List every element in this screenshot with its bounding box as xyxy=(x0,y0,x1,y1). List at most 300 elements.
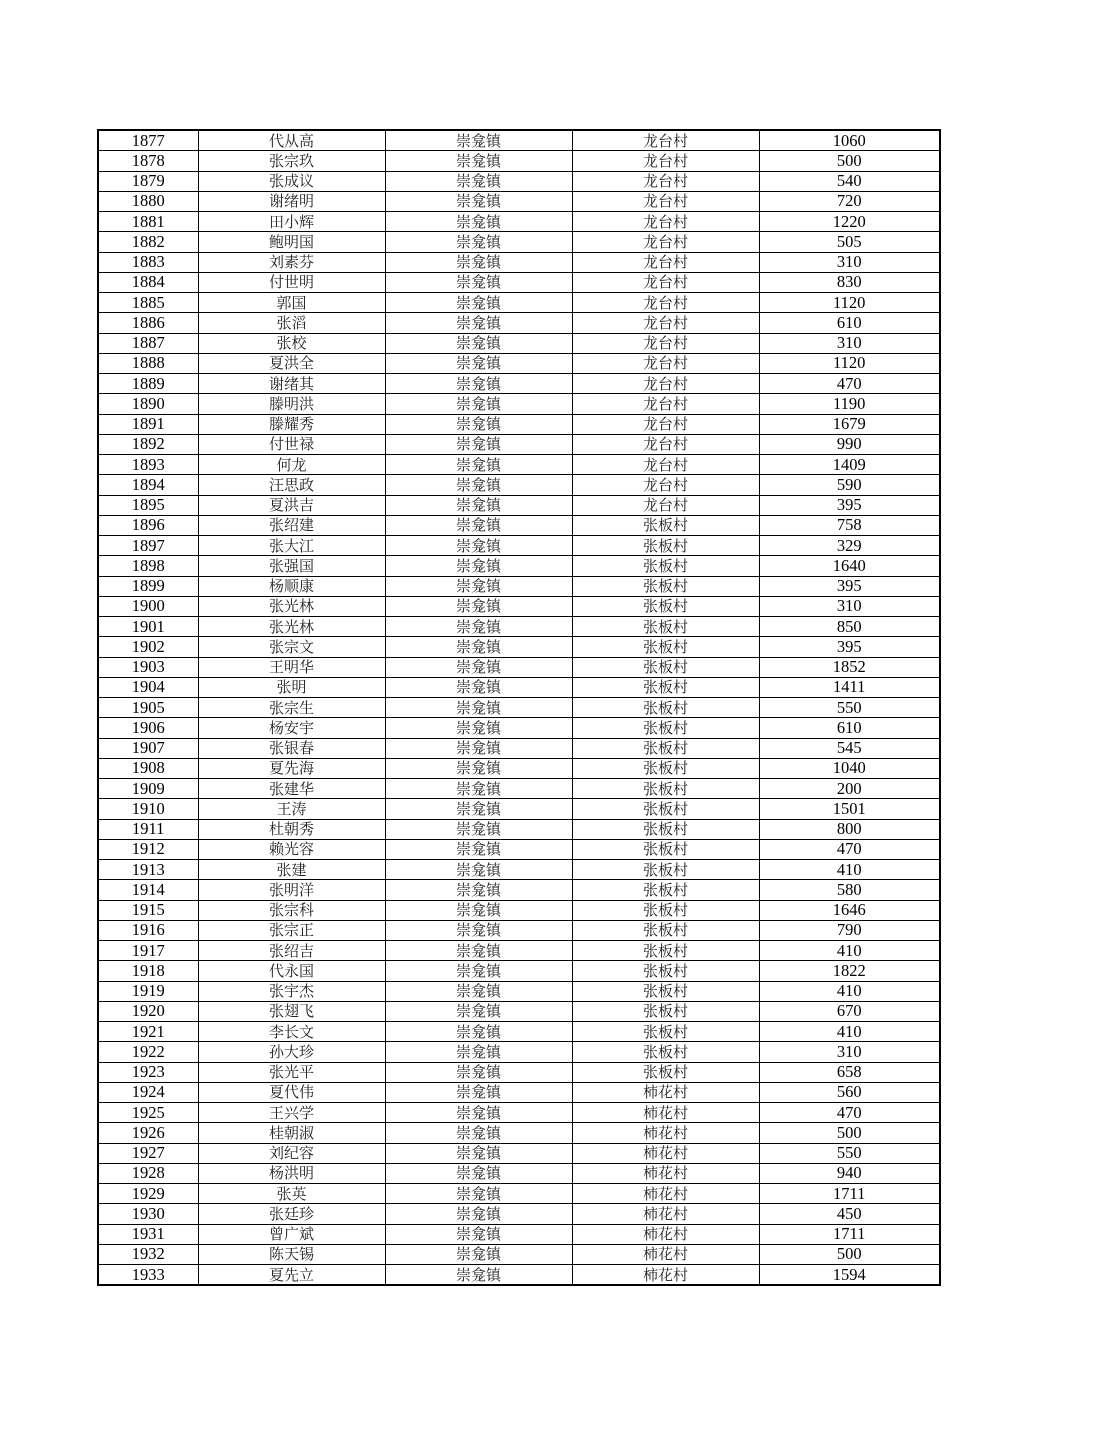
town-cell: 崇龛镇 xyxy=(385,475,572,495)
table-row xyxy=(98,880,940,900)
name-cell: 张宗科 xyxy=(198,900,385,920)
name-cell: 夏先海 xyxy=(198,758,385,778)
table-row xyxy=(98,617,940,637)
town-cell: 崇龛镇 xyxy=(385,1224,572,1244)
row-number-cell: 1891 xyxy=(98,414,198,434)
town-cell: 崇龛镇 xyxy=(385,414,572,434)
row-number-cell: 1931 xyxy=(98,1224,198,1244)
row-number-cell: 1920 xyxy=(98,1001,198,1021)
name-cell: 王明华 xyxy=(198,657,385,677)
town-cell: 崇龛镇 xyxy=(385,617,572,637)
row-number-cell: 1907 xyxy=(98,738,198,758)
table-row xyxy=(98,191,940,211)
village-cell: 龙台村 xyxy=(572,130,759,151)
town-cell: 崇龛镇 xyxy=(385,1265,572,1286)
row-number-cell: 1910 xyxy=(98,799,198,819)
row-number-cell: 1890 xyxy=(98,394,198,414)
amount-cell: 758 xyxy=(759,515,940,535)
row-number-cell: 1896 xyxy=(98,515,198,535)
name-cell: 滕耀秀 xyxy=(198,414,385,434)
town-cell: 崇龛镇 xyxy=(385,1062,572,1082)
village-cell: 柿花村 xyxy=(572,1163,759,1183)
village-cell: 张板村 xyxy=(572,698,759,718)
name-cell: 张建 xyxy=(198,860,385,880)
row-number-cell: 1924 xyxy=(98,1082,198,1102)
name-cell: 谢绪明 xyxy=(198,191,385,211)
table-row xyxy=(98,677,940,697)
village-cell: 张板村 xyxy=(572,738,759,758)
name-cell: 张绍建 xyxy=(198,515,385,535)
name-cell: 刘纪容 xyxy=(198,1143,385,1163)
amount-cell: 410 xyxy=(759,860,940,880)
name-cell: 田小辉 xyxy=(198,212,385,232)
village-cell: 张板村 xyxy=(572,617,759,637)
table-row xyxy=(98,536,940,556)
table-row xyxy=(98,860,940,880)
table-row xyxy=(98,293,940,313)
row-number-cell: 1883 xyxy=(98,252,198,272)
table-row xyxy=(98,758,940,778)
name-cell: 滕明洪 xyxy=(198,394,385,414)
row-number-cell: 1906 xyxy=(98,718,198,738)
town-cell: 崇龛镇 xyxy=(385,900,572,920)
name-cell: 杜朝秀 xyxy=(198,819,385,839)
village-cell: 柿花村 xyxy=(572,1123,759,1143)
town-cell: 崇龛镇 xyxy=(385,981,572,1001)
row-number-cell: 1889 xyxy=(98,374,198,394)
row-number-cell: 1927 xyxy=(98,1143,198,1163)
village-cell: 龙台村 xyxy=(572,232,759,252)
village-cell: 张板村 xyxy=(572,758,759,778)
village-cell: 龙台村 xyxy=(572,353,759,373)
village-cell: 张板村 xyxy=(572,860,759,880)
row-number-cell: 1914 xyxy=(98,880,198,900)
village-cell: 张板村 xyxy=(572,718,759,738)
amount-cell: 500 xyxy=(759,1244,940,1264)
row-number-cell: 1921 xyxy=(98,1022,198,1042)
town-cell: 崇龛镇 xyxy=(385,1082,572,1102)
name-cell: 张光林 xyxy=(198,596,385,616)
table-row xyxy=(98,657,940,677)
row-number-cell: 1918 xyxy=(98,961,198,981)
town-cell: 崇龛镇 xyxy=(385,353,572,373)
town-cell: 崇龛镇 xyxy=(385,232,572,252)
row-number-cell: 1887 xyxy=(98,333,198,353)
village-cell: 龙台村 xyxy=(572,313,759,333)
town-cell: 崇龛镇 xyxy=(385,1204,572,1224)
village-cell: 龙台村 xyxy=(572,333,759,353)
town-cell: 崇龛镇 xyxy=(385,434,572,454)
table-row xyxy=(98,515,940,535)
row-number-cell: 1895 xyxy=(98,495,198,515)
amount-cell: 1040 xyxy=(759,758,940,778)
name-cell: 张明洋 xyxy=(198,880,385,900)
village-cell: 张板村 xyxy=(572,961,759,981)
town-cell: 崇龛镇 xyxy=(385,130,572,151)
village-cell: 龙台村 xyxy=(572,293,759,313)
row-number-cell: 1902 xyxy=(98,637,198,657)
town-cell: 崇龛镇 xyxy=(385,1123,572,1143)
town-cell: 崇龛镇 xyxy=(385,1143,572,1163)
town-cell: 崇龛镇 xyxy=(385,394,572,414)
town-cell: 崇龛镇 xyxy=(385,839,572,859)
name-cell: 夏先立 xyxy=(198,1265,385,1286)
town-cell: 崇龛镇 xyxy=(385,151,572,171)
town-cell: 崇龛镇 xyxy=(385,1042,572,1062)
table-row xyxy=(98,941,940,961)
row-number-cell: 1877 xyxy=(98,130,198,151)
town-cell: 崇龛镇 xyxy=(385,637,572,657)
village-cell: 张板村 xyxy=(572,637,759,657)
name-cell: 张宗玖 xyxy=(198,151,385,171)
village-cell: 柿花村 xyxy=(572,1082,759,1102)
amount-cell: 850 xyxy=(759,617,940,637)
amount-cell: 550 xyxy=(759,698,940,718)
table-row xyxy=(98,475,940,495)
town-cell: 崇龛镇 xyxy=(385,495,572,515)
name-cell: 杨顺康 xyxy=(198,576,385,596)
name-cell: 杨洪明 xyxy=(198,1163,385,1183)
table-body xyxy=(98,130,940,1285)
row-number-cell: 1903 xyxy=(98,657,198,677)
amount-cell: 395 xyxy=(759,576,940,596)
amount-cell: 940 xyxy=(759,1163,940,1183)
table-row xyxy=(98,1143,940,1163)
name-cell: 张绍吉 xyxy=(198,941,385,961)
row-number-cell: 1884 xyxy=(98,272,198,292)
row-number-cell: 1904 xyxy=(98,677,198,697)
name-cell: 张银春 xyxy=(198,738,385,758)
table-row xyxy=(98,1244,940,1264)
amount-cell: 310 xyxy=(759,333,940,353)
table-row xyxy=(98,779,940,799)
amount-cell: 1060 xyxy=(759,130,940,151)
amount-cell: 329 xyxy=(759,536,940,556)
amount-cell: 410 xyxy=(759,941,940,961)
town-cell: 崇龛镇 xyxy=(385,920,572,940)
village-cell: 张板村 xyxy=(572,819,759,839)
table-row xyxy=(98,1163,940,1183)
amount-cell: 200 xyxy=(759,779,940,799)
table-row xyxy=(98,495,940,515)
name-cell: 张大江 xyxy=(198,536,385,556)
table-row xyxy=(98,981,940,1001)
village-cell: 张板村 xyxy=(572,900,759,920)
row-number-cell: 1909 xyxy=(98,779,198,799)
name-cell: 谢绪其 xyxy=(198,374,385,394)
name-cell: 张强国 xyxy=(198,556,385,576)
amount-cell: 1411 xyxy=(759,677,940,697)
name-cell: 王兴学 xyxy=(198,1103,385,1123)
table-row xyxy=(98,130,940,151)
amount-cell: 1120 xyxy=(759,353,940,373)
village-cell: 柿花村 xyxy=(572,1143,759,1163)
village-cell: 龙台村 xyxy=(572,151,759,171)
row-number-cell: 1912 xyxy=(98,839,198,859)
village-cell: 龙台村 xyxy=(572,191,759,211)
table-row xyxy=(98,698,940,718)
name-cell: 鲍明国 xyxy=(198,232,385,252)
name-cell: 张翅飞 xyxy=(198,1001,385,1021)
row-number-cell: 1892 xyxy=(98,434,198,454)
town-cell: 崇龛镇 xyxy=(385,313,572,333)
town-cell: 崇龛镇 xyxy=(385,738,572,758)
village-cell: 张板村 xyxy=(572,556,759,576)
village-cell: 张板村 xyxy=(572,920,759,940)
amount-cell: 720 xyxy=(759,191,940,211)
table-row xyxy=(98,718,940,738)
town-cell: 崇龛镇 xyxy=(385,799,572,819)
name-cell: 张明 xyxy=(198,677,385,697)
amount-cell: 1120 xyxy=(759,293,940,313)
village-cell: 张板村 xyxy=(572,880,759,900)
village-cell: 张板村 xyxy=(572,779,759,799)
amount-cell: 1711 xyxy=(759,1184,940,1204)
name-cell: 赖光容 xyxy=(198,839,385,859)
data-table-container xyxy=(97,129,941,1286)
name-cell: 张建华 xyxy=(198,779,385,799)
name-cell: 孙大珍 xyxy=(198,1042,385,1062)
village-cell: 龙台村 xyxy=(572,272,759,292)
table-row xyxy=(98,1022,940,1042)
name-cell: 张英 xyxy=(198,1184,385,1204)
name-cell: 付世明 xyxy=(198,272,385,292)
amount-cell: 470 xyxy=(759,839,940,859)
town-cell: 崇龛镇 xyxy=(385,1022,572,1042)
amount-cell: 1409 xyxy=(759,455,940,475)
row-number-cell: 1932 xyxy=(98,1244,198,1264)
amount-cell: 658 xyxy=(759,1062,940,1082)
name-cell: 张宗正 xyxy=(198,920,385,940)
amount-cell: 500 xyxy=(759,151,940,171)
table-row xyxy=(98,1082,940,1102)
amount-cell: 670 xyxy=(759,1001,940,1021)
village-cell: 龙台村 xyxy=(572,434,759,454)
town-cell: 崇龛镇 xyxy=(385,758,572,778)
amount-cell: 1852 xyxy=(759,657,940,677)
amount-cell: 1220 xyxy=(759,212,940,232)
amount-cell: 560 xyxy=(759,1082,940,1102)
row-number-cell: 1894 xyxy=(98,475,198,495)
row-number-cell: 1922 xyxy=(98,1042,198,1062)
row-number-cell: 1882 xyxy=(98,232,198,252)
amount-cell: 1679 xyxy=(759,414,940,434)
row-number-cell: 1928 xyxy=(98,1163,198,1183)
row-number-cell: 1897 xyxy=(98,536,198,556)
table-row xyxy=(98,1042,940,1062)
amount-cell: 1190 xyxy=(759,394,940,414)
town-cell: 崇龛镇 xyxy=(385,212,572,232)
table-row xyxy=(98,414,940,434)
town-cell: 崇龛镇 xyxy=(385,576,572,596)
town-cell: 崇龛镇 xyxy=(385,718,572,738)
table-row xyxy=(98,1224,940,1244)
table-row xyxy=(98,212,940,232)
table-row xyxy=(98,272,940,292)
name-cell: 李长文 xyxy=(198,1022,385,1042)
amount-cell: 1501 xyxy=(759,799,940,819)
row-number-cell: 1926 xyxy=(98,1123,198,1143)
row-number-cell: 1879 xyxy=(98,171,198,191)
name-cell: 张校 xyxy=(198,333,385,353)
village-cell: 柿花村 xyxy=(572,1184,759,1204)
village-cell: 龙台村 xyxy=(572,475,759,495)
amount-cell: 1822 xyxy=(759,961,940,981)
amount-cell: 1646 xyxy=(759,900,940,920)
village-cell: 柿花村 xyxy=(572,1244,759,1264)
amount-cell: 470 xyxy=(759,374,940,394)
village-cell: 张板村 xyxy=(572,839,759,859)
village-cell: 张板村 xyxy=(572,1062,759,1082)
table-row xyxy=(98,333,940,353)
village-cell: 龙台村 xyxy=(572,252,759,272)
town-cell: 崇龛镇 xyxy=(385,252,572,272)
row-number-cell: 1923 xyxy=(98,1062,198,1082)
village-cell: 张板村 xyxy=(572,515,759,535)
name-cell: 夏洪全 xyxy=(198,353,385,373)
village-cell: 龙台村 xyxy=(572,171,759,191)
name-cell: 陈天锡 xyxy=(198,1244,385,1264)
table-row xyxy=(98,576,940,596)
table-row xyxy=(98,151,940,171)
row-number-cell: 1878 xyxy=(98,151,198,171)
amount-cell: 1711 xyxy=(759,1224,940,1244)
town-cell: 崇龛镇 xyxy=(385,860,572,880)
town-cell: 崇龛镇 xyxy=(385,779,572,799)
village-cell: 柿花村 xyxy=(572,1103,759,1123)
table-row xyxy=(98,738,940,758)
village-cell: 张板村 xyxy=(572,536,759,556)
row-number-cell: 1925 xyxy=(98,1103,198,1123)
amount-cell: 580 xyxy=(759,880,940,900)
name-cell: 张宗文 xyxy=(198,637,385,657)
row-number-cell: 1905 xyxy=(98,698,198,718)
amount-cell: 590 xyxy=(759,475,940,495)
row-number-cell: 1886 xyxy=(98,313,198,333)
row-number-cell: 1930 xyxy=(98,1204,198,1224)
row-number-cell: 1888 xyxy=(98,353,198,373)
table-row xyxy=(98,394,940,414)
town-cell: 崇龛镇 xyxy=(385,1001,572,1021)
table-row xyxy=(98,313,940,333)
town-cell: 崇龛镇 xyxy=(385,657,572,677)
village-cell: 张板村 xyxy=(572,576,759,596)
village-cell: 龙台村 xyxy=(572,495,759,515)
town-cell: 崇龛镇 xyxy=(385,1184,572,1204)
amount-cell: 310 xyxy=(759,252,940,272)
row-number-cell: 1880 xyxy=(98,191,198,211)
row-number-cell: 1899 xyxy=(98,576,198,596)
town-cell: 崇龛镇 xyxy=(385,677,572,697)
name-cell: 张宇杰 xyxy=(198,981,385,1001)
table-row xyxy=(98,1001,940,1021)
name-cell: 张廷珍 xyxy=(198,1204,385,1224)
amount-cell: 610 xyxy=(759,718,940,738)
amount-cell: 470 xyxy=(759,1103,940,1123)
town-cell: 崇龛镇 xyxy=(385,1103,572,1123)
amount-cell: 1594 xyxy=(759,1265,940,1286)
village-cell: 张板村 xyxy=(572,941,759,961)
name-cell: 张光林 xyxy=(198,617,385,637)
village-cell: 张板村 xyxy=(572,596,759,616)
town-cell: 崇龛镇 xyxy=(385,596,572,616)
row-number-cell: 1911 xyxy=(98,819,198,839)
amount-cell: 790 xyxy=(759,920,940,940)
amount-cell: 450 xyxy=(759,1204,940,1224)
name-cell: 张宗生 xyxy=(198,698,385,718)
village-cell: 张板村 xyxy=(572,657,759,677)
amount-cell: 395 xyxy=(759,495,940,515)
row-number-cell: 1916 xyxy=(98,920,198,940)
name-cell: 夏洪吉 xyxy=(198,495,385,515)
town-cell: 崇龛镇 xyxy=(385,455,572,475)
row-number-cell: 1917 xyxy=(98,941,198,961)
amount-cell: 800 xyxy=(759,819,940,839)
row-number-cell: 1913 xyxy=(98,860,198,880)
name-cell: 郭国 xyxy=(198,293,385,313)
row-number-cell: 1915 xyxy=(98,900,198,920)
table-row xyxy=(98,353,940,373)
table-row xyxy=(98,455,940,475)
row-number-cell: 1929 xyxy=(98,1184,198,1204)
town-cell: 崇龛镇 xyxy=(385,1163,572,1183)
village-cell: 龙台村 xyxy=(572,212,759,232)
name-cell: 张成议 xyxy=(198,171,385,191)
table-row xyxy=(98,839,940,859)
table-row xyxy=(98,556,940,576)
table-row xyxy=(98,596,940,616)
name-cell: 张滔 xyxy=(198,313,385,333)
amount-cell: 610 xyxy=(759,313,940,333)
table-row xyxy=(98,434,940,454)
town-cell: 崇龛镇 xyxy=(385,374,572,394)
table-row xyxy=(98,1123,940,1143)
amount-cell: 395 xyxy=(759,637,940,657)
row-number-cell: 1898 xyxy=(98,556,198,576)
town-cell: 崇龛镇 xyxy=(385,293,572,313)
name-cell: 杨安宇 xyxy=(198,718,385,738)
name-cell: 曾广斌 xyxy=(198,1224,385,1244)
row-number-cell: 1900 xyxy=(98,596,198,616)
name-cell: 桂朝淑 xyxy=(198,1123,385,1143)
row-number-cell: 1908 xyxy=(98,758,198,778)
town-cell: 崇龛镇 xyxy=(385,819,572,839)
town-cell: 崇龛镇 xyxy=(385,333,572,353)
amount-cell: 310 xyxy=(759,1042,940,1062)
town-cell: 崇龛镇 xyxy=(385,515,572,535)
village-cell: 张板村 xyxy=(572,1022,759,1042)
amount-cell: 500 xyxy=(759,1123,940,1143)
table-row xyxy=(98,799,940,819)
town-cell: 崇龛镇 xyxy=(385,698,572,718)
row-number-cell: 1901 xyxy=(98,617,198,637)
table-row xyxy=(98,232,940,252)
village-cell: 张板村 xyxy=(572,981,759,1001)
amount-cell: 550 xyxy=(759,1143,940,1163)
name-cell: 王涛 xyxy=(198,799,385,819)
table-row xyxy=(98,252,940,272)
village-cell: 柿花村 xyxy=(572,1265,759,1286)
table-row xyxy=(98,1103,940,1123)
table-row xyxy=(98,1204,940,1224)
name-cell: 刘素芬 xyxy=(198,252,385,272)
table-row xyxy=(98,819,940,839)
town-cell: 崇龛镇 xyxy=(385,941,572,961)
name-cell: 代从高 xyxy=(198,130,385,151)
name-cell: 张光平 xyxy=(198,1062,385,1082)
row-number-cell: 1885 xyxy=(98,293,198,313)
village-cell: 龙台村 xyxy=(572,374,759,394)
